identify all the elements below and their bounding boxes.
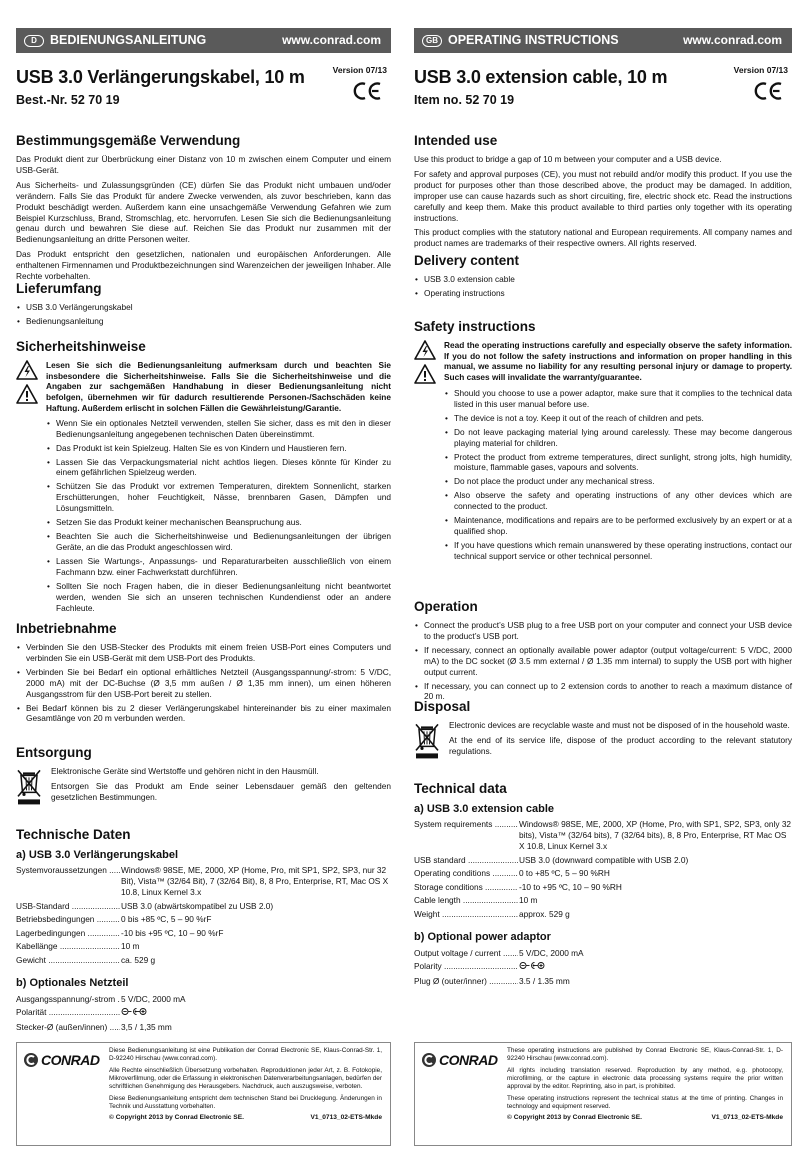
section-header-bar xyxy=(16,28,391,53)
spec-table xyxy=(414,819,792,922)
disposal-paragraph: At the end of its service life, dispose of the product according to the relevant statutory regulations. xyxy=(449,734,792,756)
spec-value: 3,5 / 1,35 mm xyxy=(121,1021,172,1032)
intended-use-heading: Bestimmungsgemäße Verwendung xyxy=(16,133,241,148)
intended-use-section xyxy=(414,132,792,253)
spec-row xyxy=(16,865,391,900)
list-item: • Maintenance, modifications and repairs are to be performed exclusively by an expert or at a qualified shop. xyxy=(444,515,792,537)
delivery-section xyxy=(414,252,792,302)
list-item: • Also observe the safety and operating instructions of any other devices which are connected to the product. xyxy=(444,490,792,512)
spec-label: USB-Standard ..... xyxy=(16,901,120,915)
spec-table xyxy=(414,948,584,990)
copyright: © Copyright 2013 by Conrad Electronic SE. xyxy=(109,1114,244,1122)
copyright: © Copyright 2013 by Conrad Electronic SE. xyxy=(507,1114,642,1122)
spec-value: 0 to +85 ºC, 5 – 90 %RH xyxy=(519,868,610,879)
technical-data-section xyxy=(414,780,792,990)
disposal-paragraph: Entsorgen Sie das Produkt am Ende seiner Lebensdauer gemäß den geltenden gesetzlichen Bestimmungen. xyxy=(51,780,391,802)
spec-row xyxy=(16,1007,186,1022)
technical-subheading: b) Optional power adaptor xyxy=(414,931,551,944)
spec-row xyxy=(414,868,792,882)
list-item: • Sollten Sie noch Fragen haben, die in dieser Bedienungsanleitung nicht beantwortet werden, wenden Sie sich an unseren technischen Kundendienst oder an andere Fachleute. xyxy=(46,581,391,614)
spec-row xyxy=(16,914,391,928)
spec-value: -10 to +95 ºC, 10 – 90 %RH xyxy=(519,881,622,892)
footer-paragraph: These operating instructions represent the technical status at the time of printing. Changes in technology and equipment reserved. xyxy=(507,1094,783,1110)
spec-label: Stecker-Ø (außen/innen) ..... xyxy=(16,1022,120,1036)
spec-row xyxy=(414,961,584,976)
spec-label: Output voltage / current ..... xyxy=(414,948,518,962)
item-number: Item no. 52 70 19 xyxy=(414,93,515,107)
list-item: • Do not leave packaging material lying around carelessly. These may become dangerous playing material for children. xyxy=(444,427,792,449)
safety-intro: Read the operating instructions carefully and especially observe the safety information. If you do not follow the safety instructions and information on proper handling in this manual, we assume no liability for any resulting personal injury or damage to property. Such cases will invalidate the warranty/guarantee. xyxy=(444,339,792,383)
safety-section xyxy=(16,338,391,617)
spec-label: Kabellänge ..... xyxy=(16,941,120,955)
spec-value: approx. 529 g xyxy=(519,908,570,919)
title-block xyxy=(414,53,792,109)
technical-data-heading: Technical data xyxy=(414,781,507,796)
delivery-heading: Lieferumfang xyxy=(16,281,102,296)
intended-use-section xyxy=(16,132,391,286)
list-item: • Wenn Sie ein optionales Netzteil verwenden, stellen Sie sicher, dass es mit den in dieser Bedienungsanleitung angegebenen technischen Daten übereinstimmt. xyxy=(46,418,391,440)
version-label: Version 07/13 xyxy=(733,65,788,75)
spec-value: ca. 529 g xyxy=(121,954,156,965)
spec-row xyxy=(16,901,391,915)
list-item: • The device is not a toy. Keep it out of the reach of children and pets. xyxy=(444,413,792,424)
spec-value xyxy=(518,961,584,976)
electric-warning-icon xyxy=(16,360,38,380)
spec-row xyxy=(414,948,584,962)
spec-label: Weight ..... xyxy=(414,909,518,923)
weee-bin-icon xyxy=(16,766,42,807)
version-label: Version 07/13 xyxy=(332,65,387,75)
spec-label: Polarität ..... xyxy=(16,1007,120,1022)
spec-value: 10 m xyxy=(519,895,538,906)
technical-subheading: b) Optionales Netzteil xyxy=(16,977,129,990)
spec-value: USB 3.0 (downward compatible with USB 2.0) xyxy=(519,854,689,865)
spec-row xyxy=(414,909,792,923)
caution-warning-icon xyxy=(414,364,436,384)
technical-subheading: a) USB 3.0 Verlängerungskabel xyxy=(16,848,179,861)
caution-warning-icon xyxy=(16,384,38,404)
spec-label: Polarity ..... xyxy=(414,961,518,976)
ce-mark-icon xyxy=(353,81,383,101)
spec-label: Gewicht ..... xyxy=(16,955,120,969)
section-header-bar xyxy=(414,28,792,53)
footer-paragraph: Alle Rechte einschließlich Übersetzung vorbehalten. Reproduktionen jeder Art, z. B. Fotokopie, Mikroverfilmung, oder die Erfassung in elektronischen Datenverarbeitungsanlagen, bedürfen der schriftlichen Genehmigung des Herausgebers. Nachdruck, auch auszugsweise, verboten. xyxy=(109,1066,382,1091)
spec-value: 10 m xyxy=(121,941,140,952)
list-item: • Lassen Sie Wartungs-, Anpassungs- und Reparaturarbeiten ausschließlich von einem Fachmann bzw. einer Fachwerkstatt durchführen. xyxy=(46,556,391,578)
safety-section xyxy=(414,318,792,565)
english-column xyxy=(414,28,792,1122)
spec-value: USB 3.0 (abwärtskompatibel zu USB 2.0) xyxy=(121,900,274,911)
spec-row xyxy=(16,955,391,969)
website-link[interactable]: www.conrad.com xyxy=(683,32,782,47)
list-item: • Verbinden Sie den USB-Stecker des Produkts mit einem freien USB-Port eines Computers und verbinden Sie ein USB-Gerät mit dem USB-Port des Produkts. xyxy=(16,642,391,664)
weee-bin-icon xyxy=(414,720,440,761)
list-item: • Verbinden Sie bei Bedarf ein optional erhältliches Netzteil (Ausgangsspannung/-strom: 5 V/DC, 2000 mA) mit der DC-Buchse (Ø 3,5 mm außen / Ø 1,35 mm innen), um einen höheren Ausgangsstrom für den USB-Port bereit zu stellen. xyxy=(16,667,391,700)
spec-row xyxy=(16,1022,186,1036)
disposal-paragraph: Electronic devices are recyclable waste and must not be disposed of in the household waste. xyxy=(449,719,790,730)
spec-label: Plug Ø (outer/inner) ..... xyxy=(414,976,518,990)
conrad-c-icon xyxy=(421,1052,437,1068)
list-item: • Setzen Sie das Produkt keiner mechanischen Beanspruchung aus. xyxy=(46,517,391,528)
polarity-symbol-icon xyxy=(519,961,545,970)
spec-row xyxy=(414,976,584,990)
item-number: Best.-Nr. 52 70 19 xyxy=(16,93,120,107)
operation-heading: Inbetriebnahme xyxy=(16,621,117,636)
spec-value: 5 V/DC, 2000 mA xyxy=(519,947,584,958)
header-title: OPERATING INSTRUCTIONS xyxy=(448,33,619,48)
spec-row xyxy=(414,882,792,896)
product-title: USB 3.0 extension cable, 10 m xyxy=(414,67,668,87)
polarity-symbol-icon xyxy=(121,1007,147,1016)
spec-value: 5 V/DC, 2000 mA xyxy=(121,993,186,1004)
document-code: V1_0713_02-ETS-Mkde xyxy=(310,1114,382,1122)
spec-label: USB standard ..... xyxy=(414,855,518,869)
footer-paragraph: Diese Bedienungsanleitung entspricht dem technischen Stand bei Drucklegung. Änderungen in Technik und Ausstattung vorbehalten. xyxy=(109,1094,382,1110)
list-item: • Bedienungsanleitung xyxy=(16,316,391,327)
list-item: • If you have questions which remain unanswered by these operating instructions, contact our technical support service or other technical personnel. xyxy=(444,540,792,562)
german-column xyxy=(16,28,391,1122)
spec-row xyxy=(414,855,792,869)
list-item: • Connect the product’s USB plug to a free USB port on your computer and connect your USB device to the product’s USB port. xyxy=(414,620,792,642)
list-item: • Should you choose to use a power adaptor, make sure that it complies to the technical data listed in this user manual before use. xyxy=(444,388,792,410)
list-item: • If necessary, you can connect up to 2 extension cords to another to reach a maximum distance of 20 m. xyxy=(414,681,792,703)
spec-value: -10 bis +95 ºC, 10 – 90 %rF xyxy=(121,927,224,938)
list-item: • Beachten Sie auch die Sicherheitshinweise und Bedienungsanleitungen der übrigen Geräte, an die das Produkt angeschlossen wird. xyxy=(46,531,391,553)
footer-paragraph: Diese Bedienungsanleitung ist eine Publikation der Conrad Electronic SE, Klaus-Conrad-Str. 1, D-92240 Hirschau (www.conrad.com). xyxy=(109,1047,382,1063)
spec-label: Storage conditions ..... xyxy=(414,882,518,896)
spec-label: Betriebsbedingungen ..... xyxy=(16,914,120,928)
technical-data-heading: Technische Daten xyxy=(16,827,131,842)
footer-paragraph: These operating instructions are published by Conrad Electronic SE, Klaus-Conrad-Str. 1, D-92240 Hirschau (www.conrad.com). xyxy=(507,1047,783,1063)
spec-value: 3.5 / 1.35 mm xyxy=(519,975,570,986)
list-item: • Operating instructions xyxy=(414,288,792,299)
operation-section xyxy=(16,620,391,727)
intended-use-paragraph: This product complies with the statutory national and European requirements. All company names and product names are trademarks of their respective owners. All rights reserved. xyxy=(414,227,792,249)
header-title: BEDIENUNGSANLEITUNG xyxy=(50,33,207,48)
spec-table xyxy=(16,865,391,968)
disposal-heading: Entsorgung xyxy=(16,745,92,760)
spec-label: Cable length ..... xyxy=(414,895,518,909)
technical-subheading: a) USB 3.0 extension cable xyxy=(414,802,554,815)
intended-use-heading: Intended use xyxy=(414,133,498,148)
spec-row xyxy=(414,819,792,854)
website-link[interactable]: www.conrad.com xyxy=(282,32,381,47)
spec-value: Windows® 98SE, ME, 2000, XP (Home, Pro, mit SP1, SP2, SP3, nur 32 Bit), Vista™ (32/64 Bit), 7 (32/64 Bit), 8, 8 Pro, Enterprise, RT, Mac OS X 10.8, Linux Kernel 3.x xyxy=(121,865,389,898)
delivery-section xyxy=(16,280,391,330)
spec-value: 0 bis +85 ºC, 5 – 90 %rF xyxy=(121,914,212,925)
list-item: • If necessary, connect an optionally available power adaptor (output voltage/current: 5 V/DC, 2000 mA) to the DC socket (Ø 3.5 mm external / Ø 1.35 mm internal) to supply the USB port with higher output current. xyxy=(414,645,792,678)
title-block xyxy=(16,53,391,109)
language-badge: GB xyxy=(422,35,442,47)
disposal-paragraph: Elektronische Geräte sind Wertstoffe und gehören nicht in den Hausmüll. xyxy=(51,765,319,776)
language-badge: D xyxy=(24,35,44,47)
operation-heading: Operation xyxy=(414,599,478,614)
product-title: USB 3.0 Verlängerungskabel, 10 m xyxy=(16,67,305,87)
disposal-heading: Disposal xyxy=(414,699,471,714)
conrad-logo: CONRAD xyxy=(421,1051,499,1069)
footer-paragraph: All rights including translation reserved. Reproduction by any method, e.g. photocopy, microfilming, or the capture in electronic data processing systems require the prior written approval by the editor. Reprinting, also in part, is prohibited. xyxy=(507,1066,783,1091)
ce-mark-icon xyxy=(754,81,784,101)
delivery-heading: Delivery content xyxy=(414,253,520,268)
intended-use-paragraph: Use this product to bridge a gap of 10 m between your computer and a USB device. xyxy=(414,153,722,164)
list-item: • Das Produkt ist kein Spielzeug. Halten Sie es von Kindern und Haustieren fern. xyxy=(46,443,391,454)
spec-row xyxy=(16,994,186,1008)
disposal-section xyxy=(414,698,792,761)
operation-section xyxy=(414,598,792,705)
list-item: • Bei Bedarf können bis zu 2 dieser Verlängerungskabel hintereinander bis zu einer maximalen Gesamtlänge von 20 m verbunden werden. xyxy=(16,703,391,725)
spec-label: Lagerbedingungen ..... xyxy=(16,928,120,942)
disposal-section xyxy=(16,744,391,807)
safety-heading: Sicherheitshinweise xyxy=(16,339,146,354)
intended-use-paragraph: Das Produkt dient zur Überbrückung einer Distanz von 10 m zwischen einem Computer und einem USB-Gerät. xyxy=(16,153,391,175)
conrad-c-icon xyxy=(23,1052,39,1068)
spec-label: Systemvoraussetzungen ..... xyxy=(16,865,120,900)
spec-label: Operating conditions ..... xyxy=(414,868,518,882)
spec-row xyxy=(16,941,391,955)
electric-warning-icon xyxy=(414,340,436,360)
spec-value xyxy=(120,1007,186,1022)
intended-use-paragraph: Aus Sicherheits- und Zulassungsgründen (CE) dürfen Sie das Produkt nicht umbauen und/oder verändern. Falls Sie das Produkt für andere Zwecke verwenden, als zuvor beschrieben, kann das Produkt beschädigt werden. Außerdem kann eine unsachgemäße Verwendung Gefahren wie zum Beispiel Kurzschluss, Brand, Stromschlag, etc. hervorrufen. Lesen Sie sich die Bedienungsanleitung genau durch und bewahren Sie diese auf. Reichen Sie das Produkt nur zusammen mit der Bedienungsanleitung an dritte Personen weiter. xyxy=(16,179,391,245)
list-item: • Schützen Sie das Produkt vor extremen Temperaturen, direktem Sonnenlicht, starken Erschütterungen, hoher Feuchtigkeit, Nässe, brennbaren Gasen, Dämpfen und Lösungsmitteln. xyxy=(46,481,391,514)
list-item: • USB 3.0 extension cable xyxy=(414,274,792,285)
spec-label: System requirements ..... xyxy=(414,819,518,854)
safety-intro: Lesen Sie sich die Bedienungsanleitung aufmerksam durch und beachten Sie insbesondere die Sicherheitshinweise. Falls Sie die Sicherheitshinweise und die Angaben zur sachgemäßen Handhabung in dieser Bedienungsanleitung nicht befolgen, übernehmen wir für dadurch resultierende Personen-/Sachschäden keine Haftung. Außerdem erlischt in solchen Fällen die Gewährleistung/Garantie. xyxy=(46,359,391,413)
publisher-footer xyxy=(16,1042,391,1146)
spec-row xyxy=(414,895,792,909)
list-item: • Lassen Sie das Verpackungsmaterial nicht achtlos liegen. Dieses könnte für Kinder zu einem gefährlichen Spielzeug werden. xyxy=(46,457,391,479)
spec-table xyxy=(16,994,186,1036)
list-item: • Do not place the product under any mechanical stress. xyxy=(444,476,792,487)
intended-use-paragraph: Das Produkt entspricht den gesetzlichen, nationalen und europäischen Anforderungen. Alle enthaltenen Firmennamen und Produktbezeichnungen sind Warenzeichen der jeweiligen Inhaber. Alle Rechte vorbehalten. xyxy=(16,249,391,282)
spec-row xyxy=(16,928,391,942)
publisher-footer xyxy=(414,1042,792,1146)
safety-heading: Safety instructions xyxy=(414,319,536,334)
list-item: • USB 3.0 Verlängerungskabel xyxy=(16,302,391,313)
spec-label: Ausgangsspannung/-strom ..... xyxy=(16,994,120,1008)
spec-value: Windows® 98SE, ME, 2000, XP (Home, Pro, with SP1, SP2, SP3, only 32 bits), Vista™ (32/64 bits), 7 (32/64 bits), 8, 8 Pro, Enterprise, RT Mac OS X 10.8, Linux Kernel 3.x xyxy=(519,819,792,852)
list-item: • Protect the product from extreme temperatures, direct sunlight, strong jolts, high humidity, moisture, flammable gases, vapours and solvents. xyxy=(444,452,792,474)
document-code: V1_0713_02-ETS-Mkde xyxy=(711,1114,783,1122)
conrad-logo: CONRAD xyxy=(23,1051,101,1069)
intended-use-paragraph: For safety and approval purposes (CE), you must not rebuild and/or modify this product. If you use the product for purposes other than those described above, the product may be damaged. In addition, improper use can cause hazards such as short circuiting, fire, electric shock etc. Read the instructions carefully and keep them. Make this product available to third parties only together with its operating instructions. xyxy=(414,168,792,223)
technical-data-section xyxy=(16,826,391,1036)
